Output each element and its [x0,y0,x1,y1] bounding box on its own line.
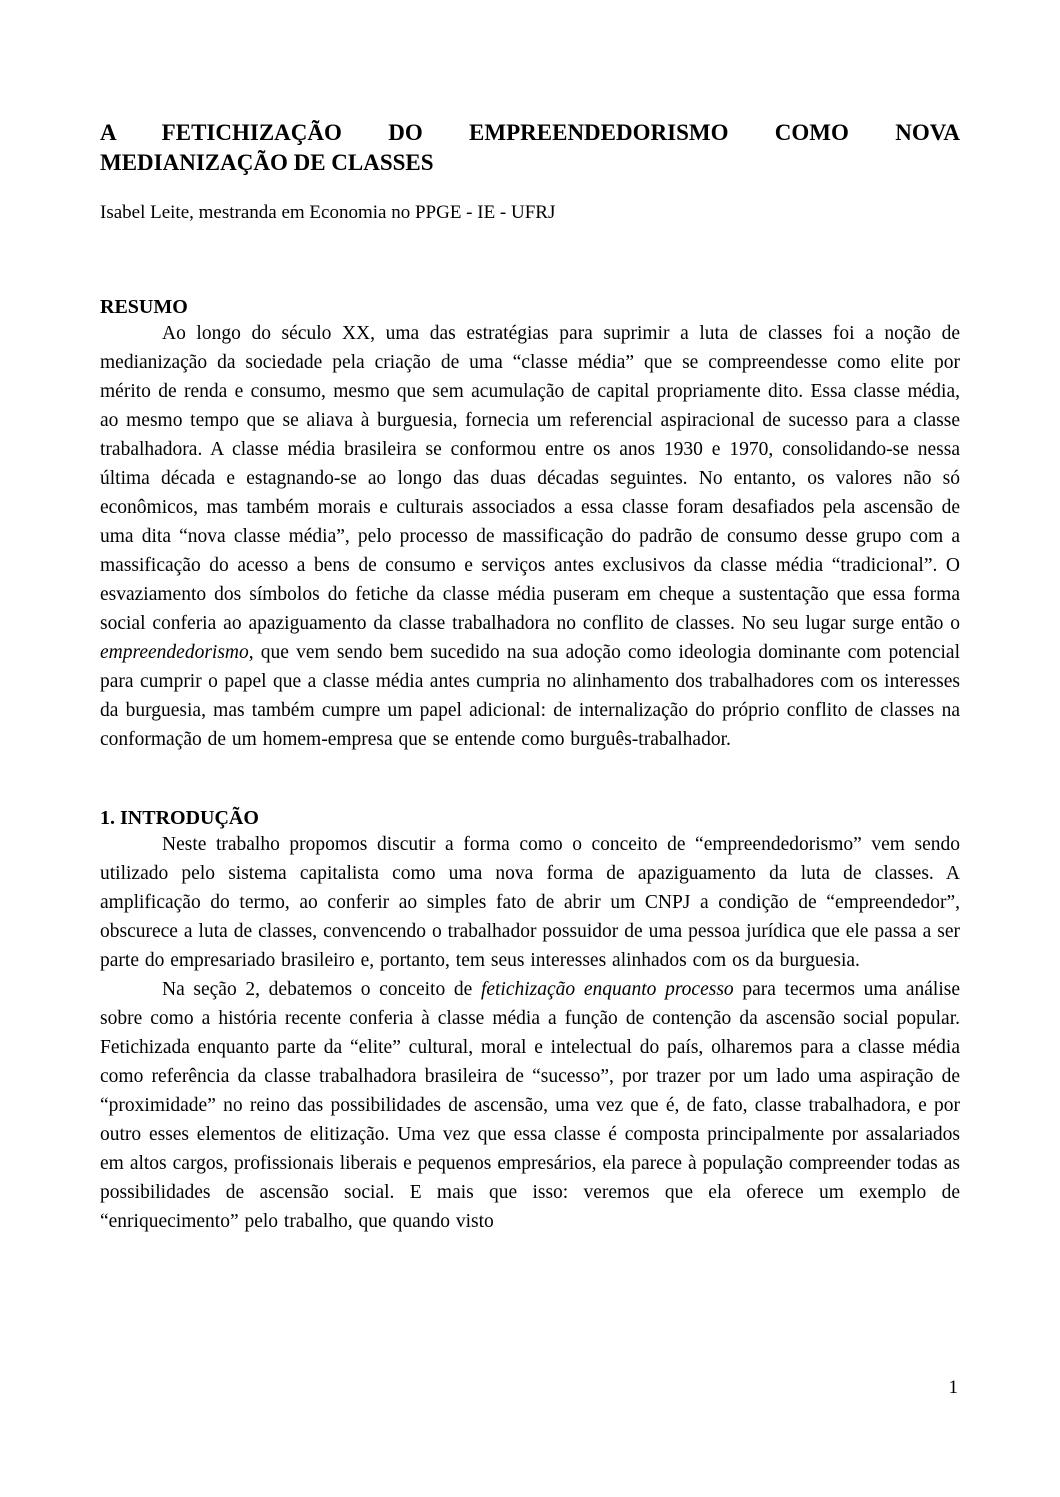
author-line: Isabel Leite, mestranda em Economia no PPGE - IE - UFRJ [100,202,556,223]
section-heading-resumo: RESUMO [100,296,188,318]
introducao-paragraph-2: Na seção 2, debatemos o conceito de fetichização enquanto processo para tecermos uma análise sobre como a história recente conferia à classe média a função de contenção da ascensão social popular. Fetichizada enquanto parte da “elite” cultural, moral e intelectual do país, olharemos para a classe média como referência da classe trabalhadora brasileira de “sucesso”, por trazer por um lado uma aspiração de “proximidade” no reino das possibilidades de ascensão, uma vez que é, de fato, classe trabalhadora, e por outro esses elementos de elitização. Uma vez que essa classe é composta principalmente por assalariados em altos cargos, profissionais liberais e pequenos empresários, ela parece à população compreender todas as possibilidades de ascensão social. E mais que isso: veremos que ela oferece um exemplo de “enriquecimento” pelo trabalho, que quando visto [100,979,960,1232]
paper-title-line-1: A FETICHIZAÇÃO DO EMPREENDEDORISMO COMO NOVA [100,120,960,145]
resumo-paragraph: Ao longo do século XX, uma das estratégias para suprimir a luta de classes foi a noção de medianização da sociedade pela criação de uma “classe média” que se compreendesse como elite por mérito de renda e consumo, mesmo que sem acumulação de capital propriamente dito. Essa classe média, ao mesmo tempo que se aliava à burguesia, fornecia um referencial aspiracional de sucesso para a classe trabalhadora. A classe média brasileira se conformou entre os anos 1930 e 1970, consolidando-se nessa última década e estagnando-se ao longo das duas décadas seguintes. No entanto, os valores não só econômicos, mas também morais e culturais associados a essa classe foram desafiados pela ascensão de uma dita “nova classe média”, pelo processo de massificação do padrão de consumo desse grupo com a massificação do acesso a bens de consumo e serviços antes exclusivos da classe média “tradicional”. O esvaziamento dos símbolos do fetiche da classe média puseram em cheque a sustentação que essa forma social conferia ao apaziguamento da classe trabalhadora no conflito de classes. No seu lugar surge então o empreendedorismo, que vem sendo bem sucedido na sua adoção como ideologia dominante com potencial para cumprir o papel que a classe média antes cumpria no alinhamento dos trabalhadores com os interesses da burguesia, mas também cumpre um papel adicional: de internalização do próprio conflito de classes na conformação de um homem-empresa que se entende como burguês-trabalhador. [100,323,960,750]
section-heading-introducao: 1. INTRODUÇÃO [100,807,259,829]
page-content [100,0,960,1236]
introducao-paragraph-1: Neste trabalho propomos discutir a forma como o conceito de “empreendedorismo” vem sendo utilizado pelo sistema capitalista como uma nova forma de apaziguamento da luta de classes. A amplificação do termo, ao conferir ao simples fato de abrir um CNPJ a condição de “empreendedor”, obscurece a luta de classes, convencendo o trabalhador possuidor de uma pessoa jurídica que ele passa a ser parte do empresariado brasileiro e, portanto, tem seus interesses alinhados com os da burguesia. [100,834,960,971]
page-number: 1 [948,1377,958,1398]
paper-title [100,118,960,178]
paper-title-line-2: MEDIANIZAÇÃO DE CLASSES [100,150,434,175]
